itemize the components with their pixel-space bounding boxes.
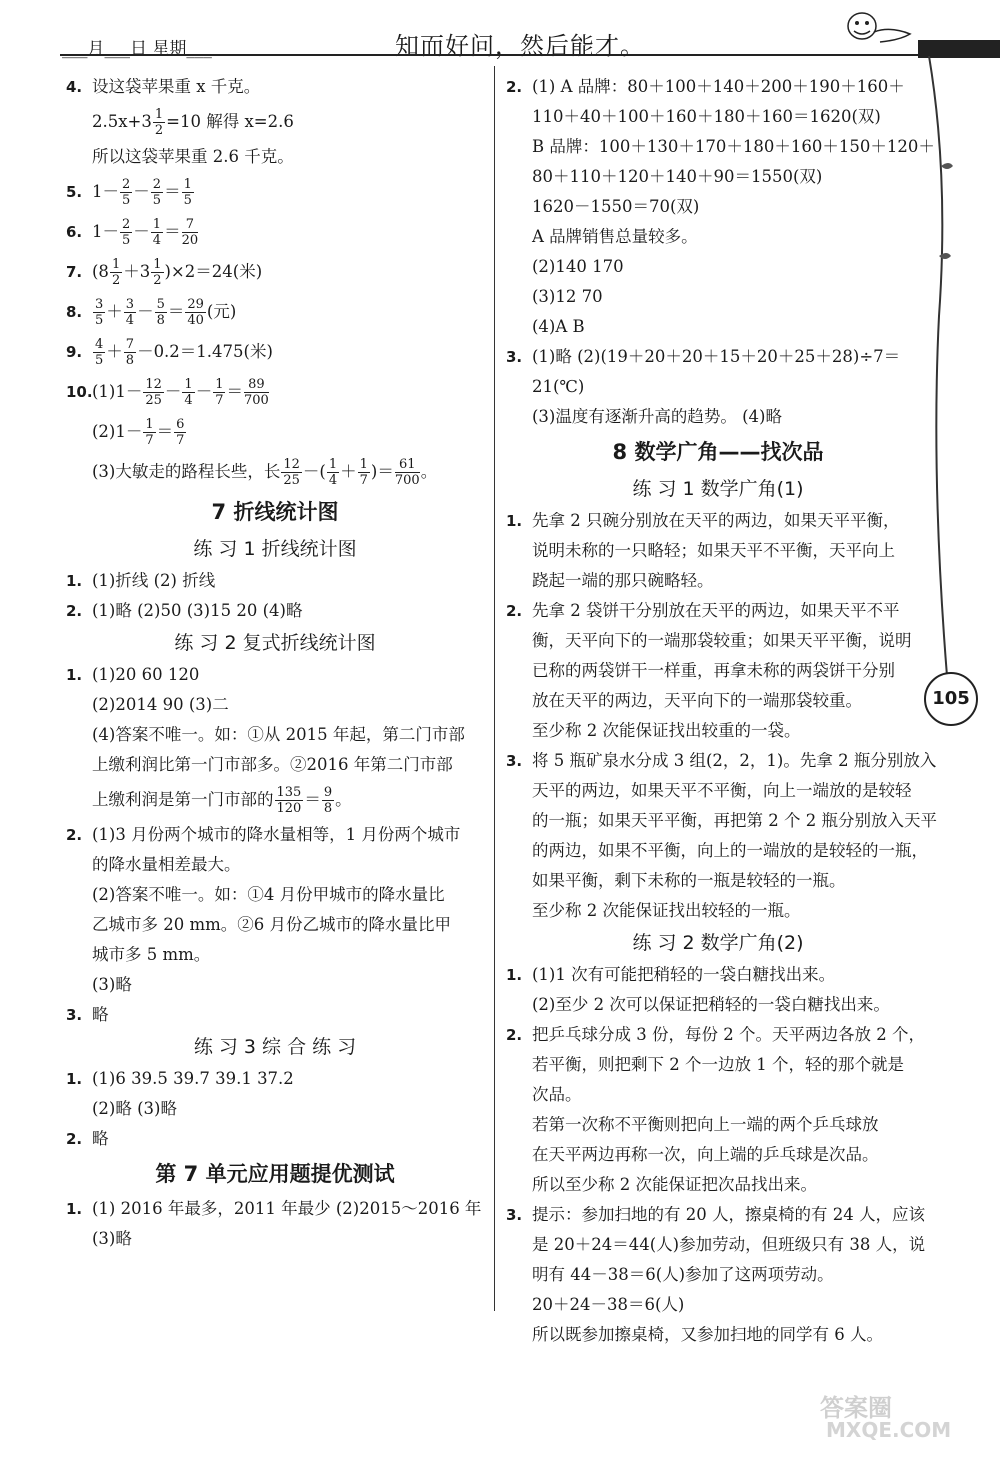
q4: 4. 设这袋苹果重 x 千克。 (66, 72, 484, 102)
e3-2: 2. 略 (66, 1129, 109, 1148)
page-header (0, 0, 1000, 60)
right-column (506, 72, 937, 1350)
q1-1: 1. (1)1 次有可能把稍轻的一袋白糖找出来。 (506, 965, 836, 984)
r2-4: 80＋110＋120＋140＋90＝1550(双) (532, 167, 823, 186)
left-column (66, 72, 484, 1254)
r2-3: B 品牌：100＋130＋170＋180＋160＋150＋120＋ (532, 137, 935, 156)
e2-2e: 城市多 5 mm。 (92, 945, 211, 964)
section-8-title: 8 数学广角——找次品 (612, 440, 824, 464)
p2-4: 放在天平的两边，天平向下的一端那袋较重。 (532, 691, 862, 710)
q4-equation: 2.5x+3 $\frac{1}{2}$ =10 解得 x=2.6 (92, 107, 294, 138)
e2-2d: 乙城市多 20 mm。②6 月份乙城市的降水量比甲 (92, 915, 452, 934)
e2-1c: (4)答案不唯一。如：①从 2015 年起，第二门市部 (92, 725, 465, 744)
t1b: (3)略 (92, 1229, 132, 1248)
e2-3: 3. 略 (66, 1005, 109, 1024)
q7: 7. (8 $\frac{1}{2}$ ＋3 $\frac{1}{2}$ )×2＝24(米) (66, 257, 263, 288)
q-num: 4. (66, 78, 83, 96)
exercise-1-title: 练 习 1 折线统计图 (193, 538, 357, 560)
page-number: 105 (924, 672, 978, 726)
r3-2: 21(℃) (532, 377, 585, 396)
r3-1: 3. (1)略 (2)(19＋20＋20＋15＋20＋25＋28)÷7＝ (506, 347, 901, 366)
r2-8: (3)12 70 (532, 287, 603, 306)
q4-answer: 所以这袋苹果重 2.6 千克。 (92, 147, 294, 166)
r2-1: 2. (1) A 品牌：80＋100＋140＋200＋190＋160＋ (506, 77, 905, 96)
e2-2a: 2. (1)3 月份两个城市的降水量相等，1 月份两个城市 (66, 825, 461, 844)
header-rule (60, 54, 918, 56)
p3-2: 天平的两边，如果天平不平衡，向上一端放的是较轻 (532, 781, 912, 800)
exercise-8-1-title: 练 习 1 数学广角(1) (632, 478, 804, 500)
p3-3: 的一瓶；如果天平平衡，再把第 2 个 2 瓶分别放入天平 (532, 811, 937, 830)
q2-5: 在天平两边再称一次，向上端的乒乓球是次品。 (532, 1145, 879, 1164)
q2-2: 若平衡，则把剩下 2 个一边放 1 个，轻的那个就是 (532, 1055, 904, 1074)
q3-3: 明有 44－38＝6(人)参加了这两项劳动。 (532, 1265, 834, 1284)
q2-3: 次品。 (532, 1085, 582, 1104)
p2-1: 2. 先拿 2 袋饼干分别放在天平的两边，如果天平不平 (506, 601, 900, 620)
q5: 5. 1－ $\frac{2}{5}$ － $\frac{2}{5}$ ＝ $\frac{1}{5}$ (66, 177, 192, 208)
r3-3: (3)温度有逐渐升高的趋势。 (4)略 (532, 407, 782, 426)
exercise-2-title: 练 习 2 复式折线统计图 (174, 632, 376, 654)
e2-1d: 上缴利润比第一门市部多。②2016 年第二门市部 (92, 755, 453, 774)
p2-2: 衡，天平向下的一端那袋较重；如果天平平衡，说明 (532, 631, 912, 650)
p1-1: 1. 先拿 2 只碗分别放在天平的两边，如果天平平衡， (506, 511, 900, 530)
e2-2c: (2)答案不唯一。如：①4 月份甲城市的降水量比 (92, 885, 445, 904)
r2-2: 110＋40＋100＋160＋180＋160＝1620(双) (532, 107, 881, 126)
column-divider (494, 66, 495, 1311)
watermark-logo: 答案圈 (820, 1394, 892, 1422)
q3-5: 所以既参加擦桌椅，又参加扫地的同学有 6 人。 (532, 1325, 883, 1344)
watermark-url: MXQE.COM (826, 1418, 952, 1442)
e3-1a: 1. (1)6 39.5 39.7 39.1 37.2 (66, 1069, 294, 1088)
r2-5: 1620－1550＝70(双) (532, 197, 700, 216)
r2-7: (2)140 170 (532, 257, 624, 276)
q10-3: (3)大敏走的路程长些，长 $\frac{12}{25}$ －( $\frac{1}{4}$ ＋ $\frac{1}{7}$ )＝ $\frac{61}{700}$ 。 (92, 457, 438, 488)
p2-5: 至少称 2 次能保证找出较重的一袋。 (532, 721, 801, 740)
q9: 9. $\frac{4}{5}$ ＋ $\frac{7}{8}$ －0.2＝1.475(米) (66, 337, 273, 368)
unit-test-title: 第 7 单元应用题提优测试 (155, 1162, 395, 1186)
exercise-3-title: 练 习 3 综 合 练 习 (193, 1036, 357, 1058)
q8: 8. $\frac{3}{5}$ ＋ $\frac{3}{4}$ － $\frac{5}{8}$ ＝ $\frac{29}{40}$ (元) (66, 297, 237, 328)
p1-3: 跷起一端的那只碗略轻。 (532, 571, 714, 590)
q2-1: 2. 把乒乓球分成 3 份，每份 2 个。天平两边各放 2 个， (506, 1025, 925, 1044)
fraction: $\frac{1}{2}$ (154, 107, 164, 138)
exercise-8-2-title: 练 习 2 数学广角(2) (632, 932, 804, 954)
q6: 6. 1－ $\frac{2}{5}$ － $\frac{1}{4}$ ＝ $\frac{7}{20}$ (66, 217, 199, 248)
q10-1: 10.(1)1－ $\frac{12}{25}$ － $\frac{1}{4}$ － $\frac{1}{7}$ ＝ $\frac{89}{700}$ (66, 377, 269, 408)
cartoon-mascot-icon (840, 4, 920, 54)
q2-4: 若第一次称不平衡则把向上一端的两个乒乓球放 (532, 1115, 879, 1134)
e3-1b: (2)略 (3)略 (92, 1099, 177, 1118)
e2-2b: 的降水量相差最大。 (92, 855, 241, 874)
e1-1: 1. (1)折线 (2) 折线 (66, 571, 216, 590)
p1-2: 说明未称的一只略轻；如果天平不平衡，天平向上 (532, 541, 895, 560)
e2-2f: (3)略 (92, 975, 132, 994)
q3-4: 20＋24－38＝6(人) (532, 1295, 685, 1314)
p3-5: 如果平衡，剩下未称的一瓶是较轻的一瓶。 (532, 871, 846, 890)
q3-1: 3. 提示：参加扫地的有 20 人，擦桌椅的有 24 人，应该 (506, 1205, 925, 1224)
date-label: ___月___日 星期___ (62, 39, 212, 59)
e2-1e: 上缴利润是第一门市部的 $\frac{135}{120}$ ＝ $\frac{9}{8}$ 。 (92, 785, 352, 816)
e2-1b: (2)2014 90 (3)二 (92, 695, 229, 714)
e1-2: 2. (1)略 (2)50 (3)15 20 (4)略 (66, 601, 303, 620)
q10-2: (2)1－ $\frac{1}{7}$ ＝ $\frac{6}{7}$ (92, 417, 185, 448)
q2-6: 所以至少称 2 次能保证把次品找出来。 (532, 1175, 817, 1194)
r2-6: A 品牌销售总量较多。 (532, 227, 698, 246)
r2-9: (4)A B (532, 317, 585, 336)
e2-1a: 1. (1)20 60 120 (66, 665, 200, 684)
p3-1: 3. 将 5 瓶矿泉水分成 3 组(2，2，1)。先拿 2 瓶分别放入 (506, 751, 937, 770)
p3-6: 至少称 2 次能保证找出较轻的一瓶。 (532, 901, 801, 920)
q1-2: (2)至少 2 次可以保证把稍轻的一袋白糖找出来。 (532, 995, 890, 1014)
t1a: 1. (1) 2016 年最多，2011 年最少 (2)2015～2016 年 (66, 1199, 482, 1218)
p2-3: 已称的两袋饼干一样重，再拿未称的两袋饼干分别 (532, 661, 895, 680)
motto: 知而好问，然后能才。 (395, 32, 645, 60)
section-7-title: 7 折线统计图 (211, 500, 339, 524)
q3-2: 是 20＋24＝44(人)参加劳动，但班级只有 38 人，说 (532, 1235, 926, 1254)
p3-4: 的两边，如果不平衡，向上的一端放的是较轻的一瓶， (532, 841, 928, 860)
